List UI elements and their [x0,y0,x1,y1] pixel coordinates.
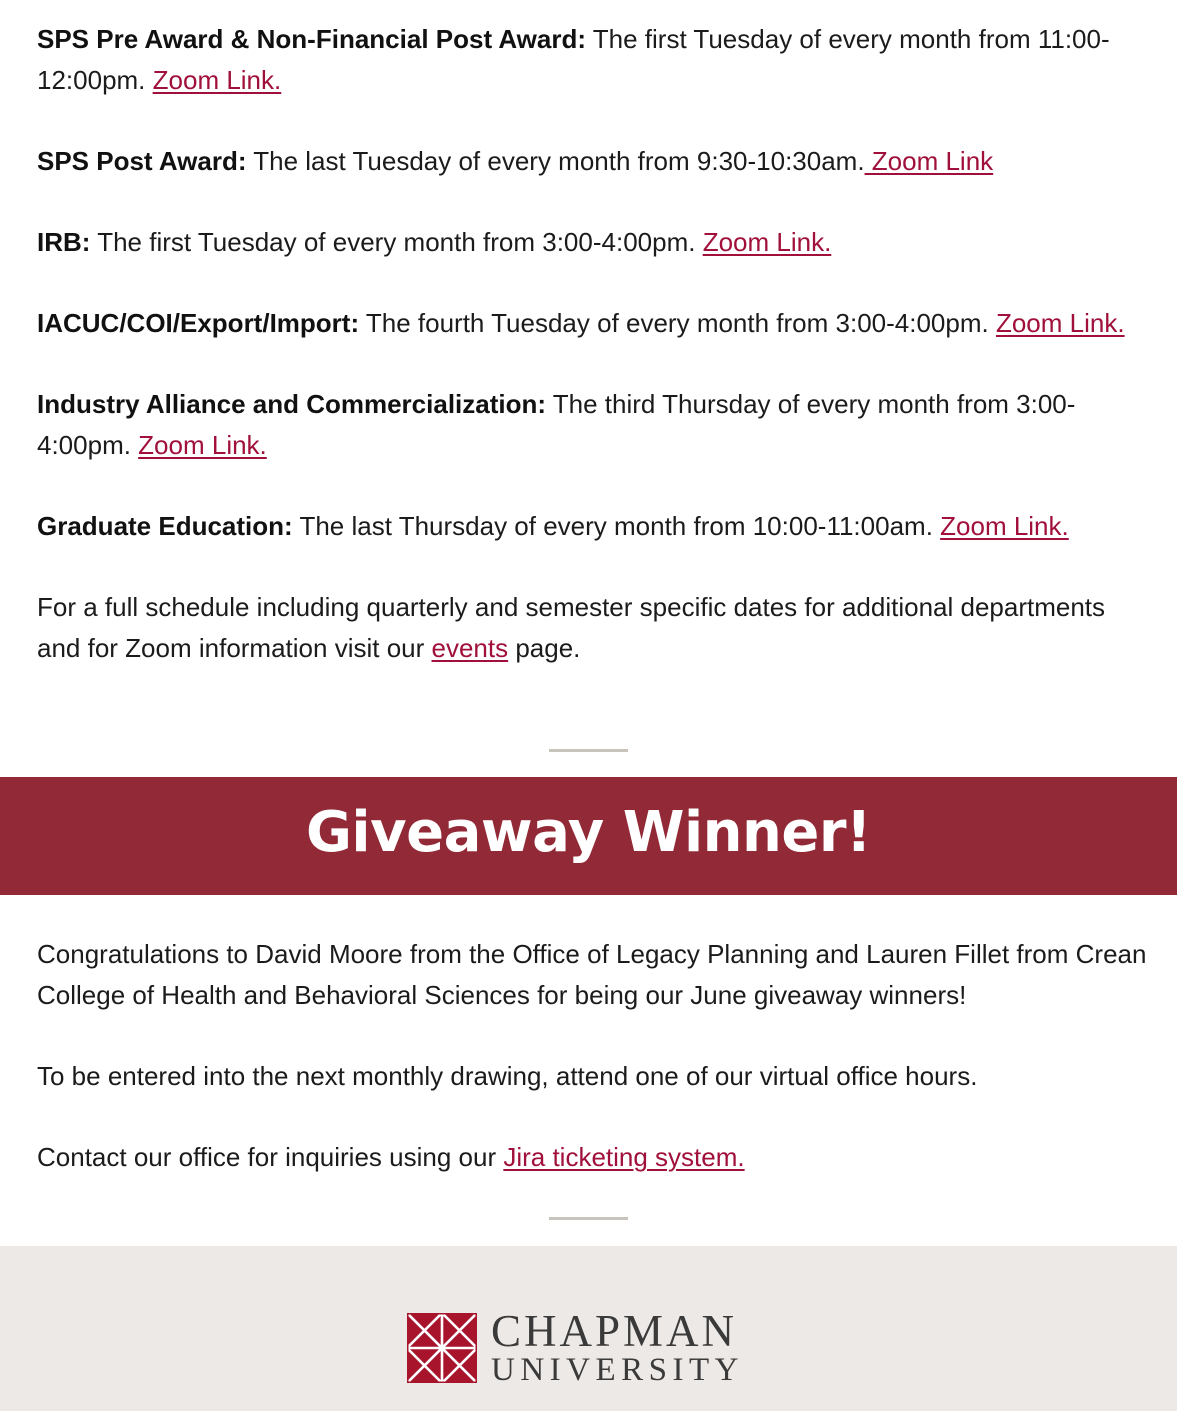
giveaway-congrats: Congratulations to David Moore from the Office of Legacy Planning and Lauren Fillet from Crean College of Health and Behavioral Sciences for being our June giveaway winners! [37,939,1147,1010]
chapman-window-logo-icon [407,1313,477,1383]
logo-line-chapman: CHAPMAN [491,1306,738,1356]
office-hours-section [37,19,1147,709]
zoom-link-industry-alliance[interactable]: Zoom Link. [138,430,267,460]
office-hours-label: SPS Pre Award & Non-Financial Post Award: [37,24,587,54]
zoom-link-sps-pre-award[interactable]: Zoom Link. [152,65,282,95]
office-hours-graduate-education [37,506,1147,547]
events-link[interactable]: events [431,633,509,663]
section-divider [549,1217,628,1220]
office-hours-label: SPS Post Award: [37,146,247,176]
logo-line-university: UNIVERSITY [491,1352,744,1388]
jira-ticketing-link[interactable]: Jira ticketing system. [503,1142,745,1172]
footer [0,1246,1177,1411]
office-hours-iacuc [37,303,1147,344]
giveaway-entry-info: To be entered into the next monthly drawing, attend one of our virtual office hours. [37,1061,978,1091]
office-hours-text: The fourth Tuesday of every month from 3:00-4:00pm. [359,308,996,338]
contact-info [37,1137,1147,1178]
giveaway-banner [0,777,1177,895]
schedule-note [37,587,1147,669]
giveaway-section [37,934,1147,1218]
office-hours-text: The last Thursday of every month from 10:00-11:00am. [292,511,941,541]
contact-text: Contact our office for inquiries using our [37,1142,504,1172]
office-hours-text: The first Tuesday of every month from 11:00-12:00pm. [37,24,1110,95]
office-hours-text: The third Thursday of every month from 3:00-4:00pm. [37,389,1076,460]
office-hours-text: The first Tuesday of every month from 3:00-4:00pm. [90,227,703,257]
logo-wordmark [491,1306,744,1388]
office-hours-irb [37,222,1147,263]
office-hours-label: Graduate Education: [37,511,293,541]
zoom-link-iacuc[interactable]: Zoom Link. [995,308,1125,338]
schedule-note-text: For a full schedule including quarterly and semester specific dates for additional departments and for Zoom information visit our [37,592,1106,663]
zoom-link-graduate-education[interactable]: Zoom Link. [940,511,1069,541]
office-hours-industry-alliance [37,384,1147,466]
office-hours-sps-post-award [37,141,1147,182]
office-hours-sps-pre-award [37,19,1147,101]
chapman-university-logo[interactable] [407,1306,744,1388]
zoom-link-sps-post-award[interactable]: Zoom Link [864,146,994,176]
office-hours-text: The last Tuesday of every month from 9:30-10:30am. [246,146,865,176]
office-hours-label: IACUC/COI/Export/Import: [37,308,360,338]
schedule-note-suffix: page. [508,633,581,663]
office-hours-label: Industry Alliance and Commercialization: [37,389,547,419]
section-divider [549,749,628,752]
zoom-link-irb[interactable]: Zoom Link. [702,227,832,257]
giveaway-title: Giveaway Winner! [305,800,872,865]
office-hours-label: IRB: [37,227,91,257]
